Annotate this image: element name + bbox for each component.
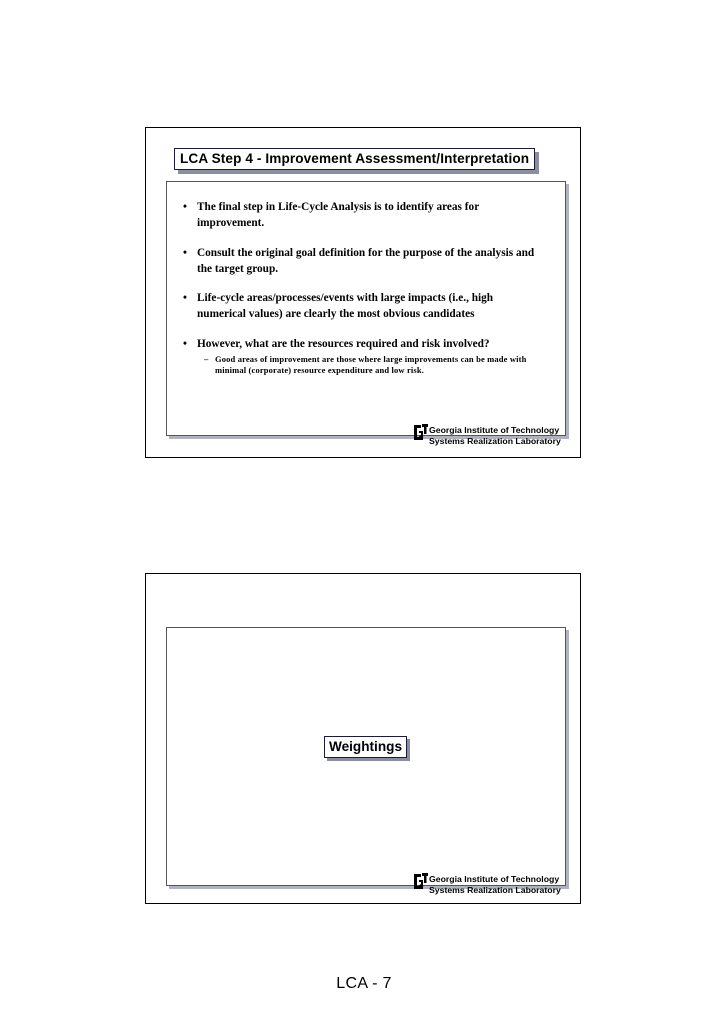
slide-1-content xyxy=(166,181,566,446)
sub-bullet-text: Good areas of improvement are those where large improvements can be made with minimal (corporate) resource expenditure and low risk. xyxy=(215,353,527,375)
georgia-tech-logo-icon xyxy=(412,871,429,891)
bullet-text: Life-cycle areas/processes/events with large impacts (i.e., high numerical values) are clearly the most obvious candidates xyxy=(197,292,494,320)
footer-lab: Systems Realization Laboratory xyxy=(429,435,561,446)
slide-1 xyxy=(145,127,581,458)
bullet-item xyxy=(180,199,539,231)
bullet-item xyxy=(180,336,539,376)
footer-institute: Georgia Institute of Technology xyxy=(429,874,560,884)
sub-bullet-list xyxy=(197,354,539,376)
bullet-dot: • xyxy=(183,246,187,259)
sub-bullet-dash: – xyxy=(204,353,209,364)
footer-text xyxy=(429,874,561,895)
slide-2-content xyxy=(166,627,566,895)
bullet-list xyxy=(180,199,539,389)
bullet-dot: • xyxy=(183,201,187,213)
slide-2 xyxy=(145,573,581,904)
footer-institute: Georgia Institute of Technology xyxy=(429,425,560,435)
sub-bullet-item xyxy=(197,354,539,376)
bullet-item xyxy=(180,245,539,277)
page-number: LCA - 7 xyxy=(336,975,392,992)
slide-2-title: Weightings xyxy=(324,736,407,758)
slide-1-title: LCA Step 4 - Improvement Assessment/Interpretation xyxy=(174,148,535,170)
bullet-dot: • xyxy=(183,337,187,350)
bullet-text: The final step in Life-Cycle Analysis is to identify areas for improvement. xyxy=(197,201,480,229)
bullet-item xyxy=(180,290,539,322)
bullet-text: Consult the original goal definition for the purpose of the analysis and the target group. xyxy=(197,246,535,275)
bullet-text: However, what are the resources required and risk involved? xyxy=(197,337,490,350)
georgia-tech-logo-icon xyxy=(412,422,429,442)
footer-text xyxy=(429,425,561,446)
bullet-dot: • xyxy=(183,292,187,304)
footer-lab: Systems Realization Laboratory xyxy=(429,884,561,895)
